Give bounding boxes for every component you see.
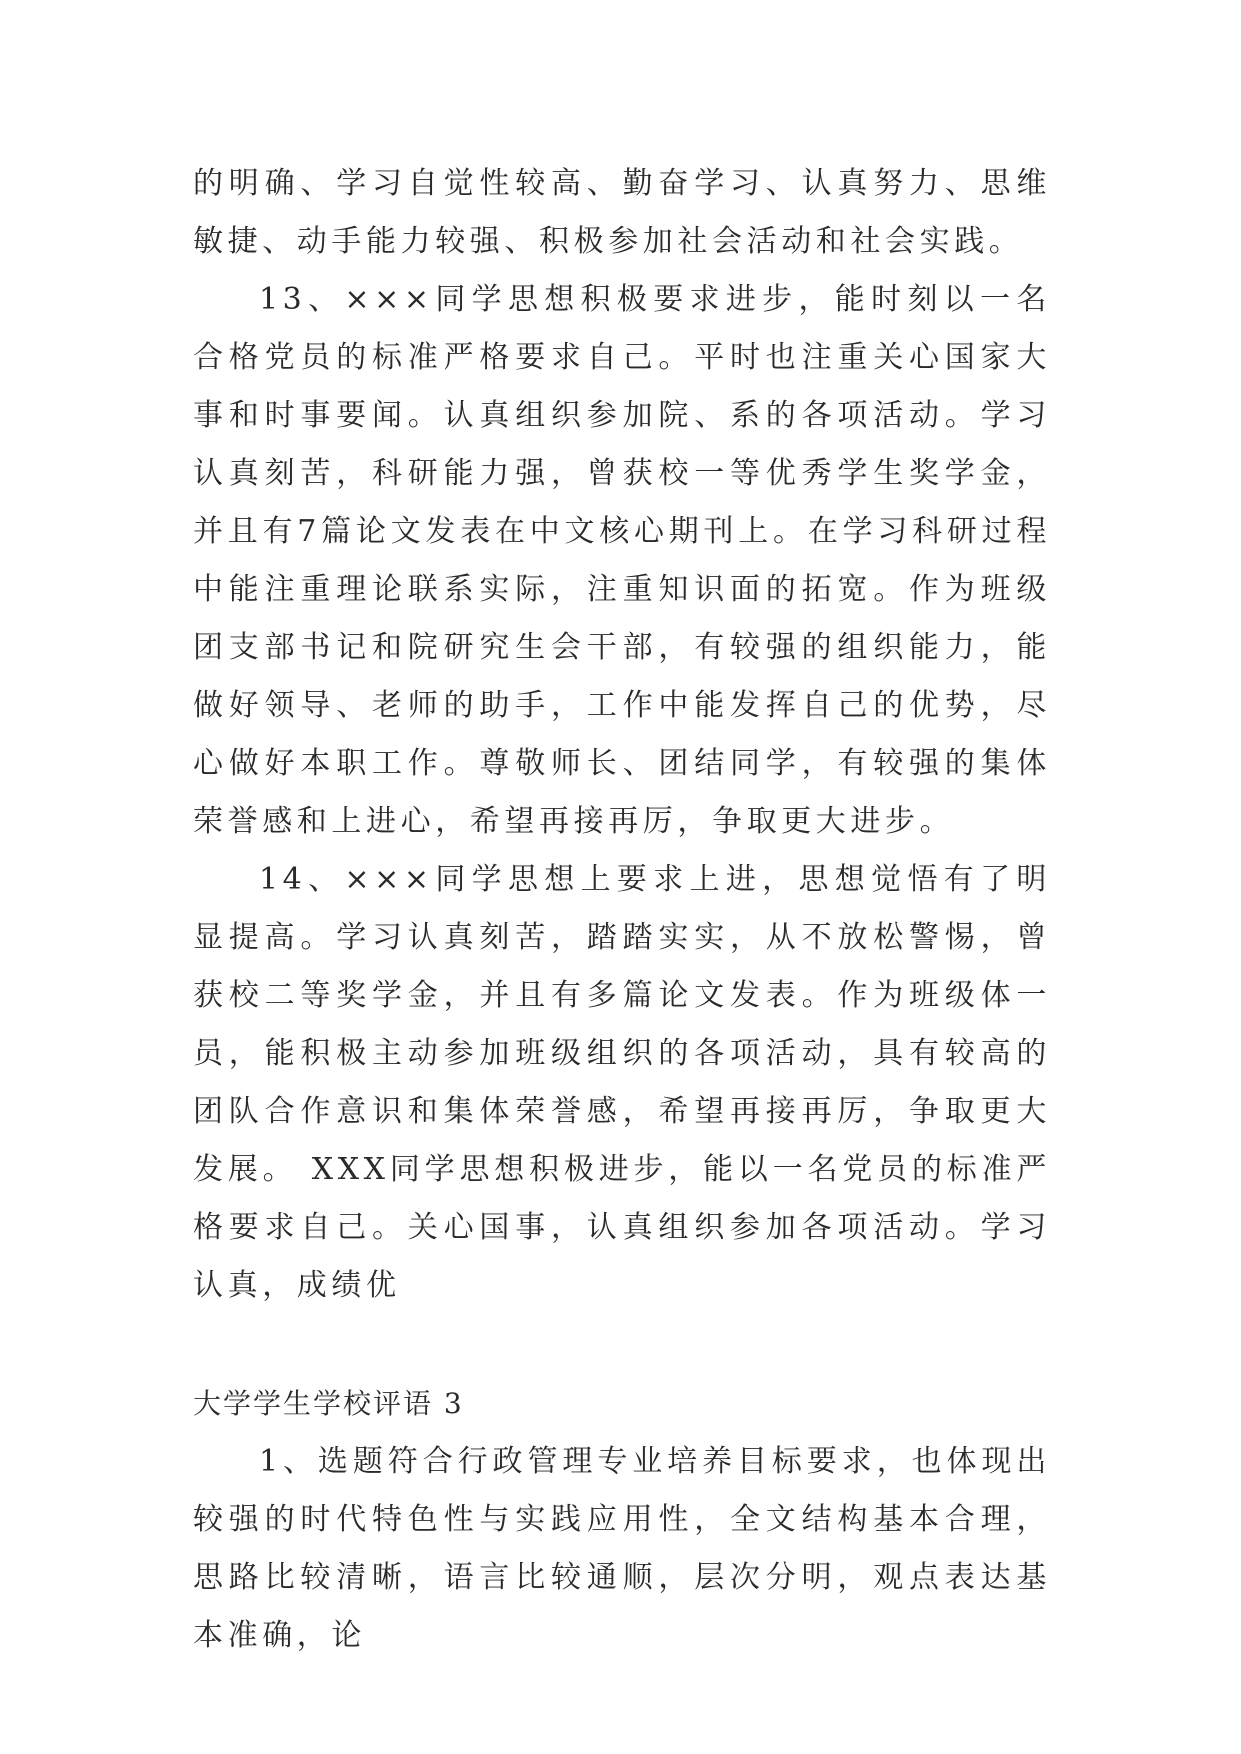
paragraph-1: 1、选题符合行政管理专业培养目标要求，也体现出较强的时代特色性与实践应用性，全文结构基本合理，思路比较清晰，语言比较通顺，层次分明，观点表达基本准确，论 <box>193 1444 1051 1653</box>
document-body <box>193 155 1051 1665</box>
paragraph-continuation: 的明确、学习自觉性较高、勤奋学习、认真努力、思维敏捷、动手能力较强、积极参加社会活动和社会实践。 <box>193 166 1051 259</box>
section-heading: 大学学生学校评语 3 <box>193 1387 464 1420</box>
paragraph-14: 14、×××同学思想上要求上进，思想觉悟有了明显提高。学习认真刻苦，踏踏实实，从不放松警惕，曾获校二等奖学金，并且有多篇论文发表。作为班级体一员，能积极主动参加班级组织的各项活动，具有较高的团队合作意识和集体荣誉感，希望再接再厉，争取更大发展。 XXX同学思想积极进步，能以一名党员的标准严格要求自己。关心国事，认真组织参加各项活动。学习认真，成绩优 <box>193 862 1051 1303</box>
paragraph-13: 13、×××同学思想积极要求进步，能时刻以一名合格党员的标准严格要求自己。平时也注重关心国家大事和时事要闻。认真组织参加院、系的各项活动。学习认真刻苦，科研能力强，曾获校一等优秀学生奖学金，并且有7篇论文发表在中文核心期刊上。在学习科研过程中能注重理论联系实际，注重知识面的拓宽。作为班级团支部书记和院研究生会干部，有较强的组织能力，能做好领导、老师的助手，工作中能发挥自己的优势，尽心做好本职工作。尊敬师长、团结同学，有较强的集体荣誉感和上进心，希望再接再厉，争取更大进步。 <box>193 282 1051 839</box>
